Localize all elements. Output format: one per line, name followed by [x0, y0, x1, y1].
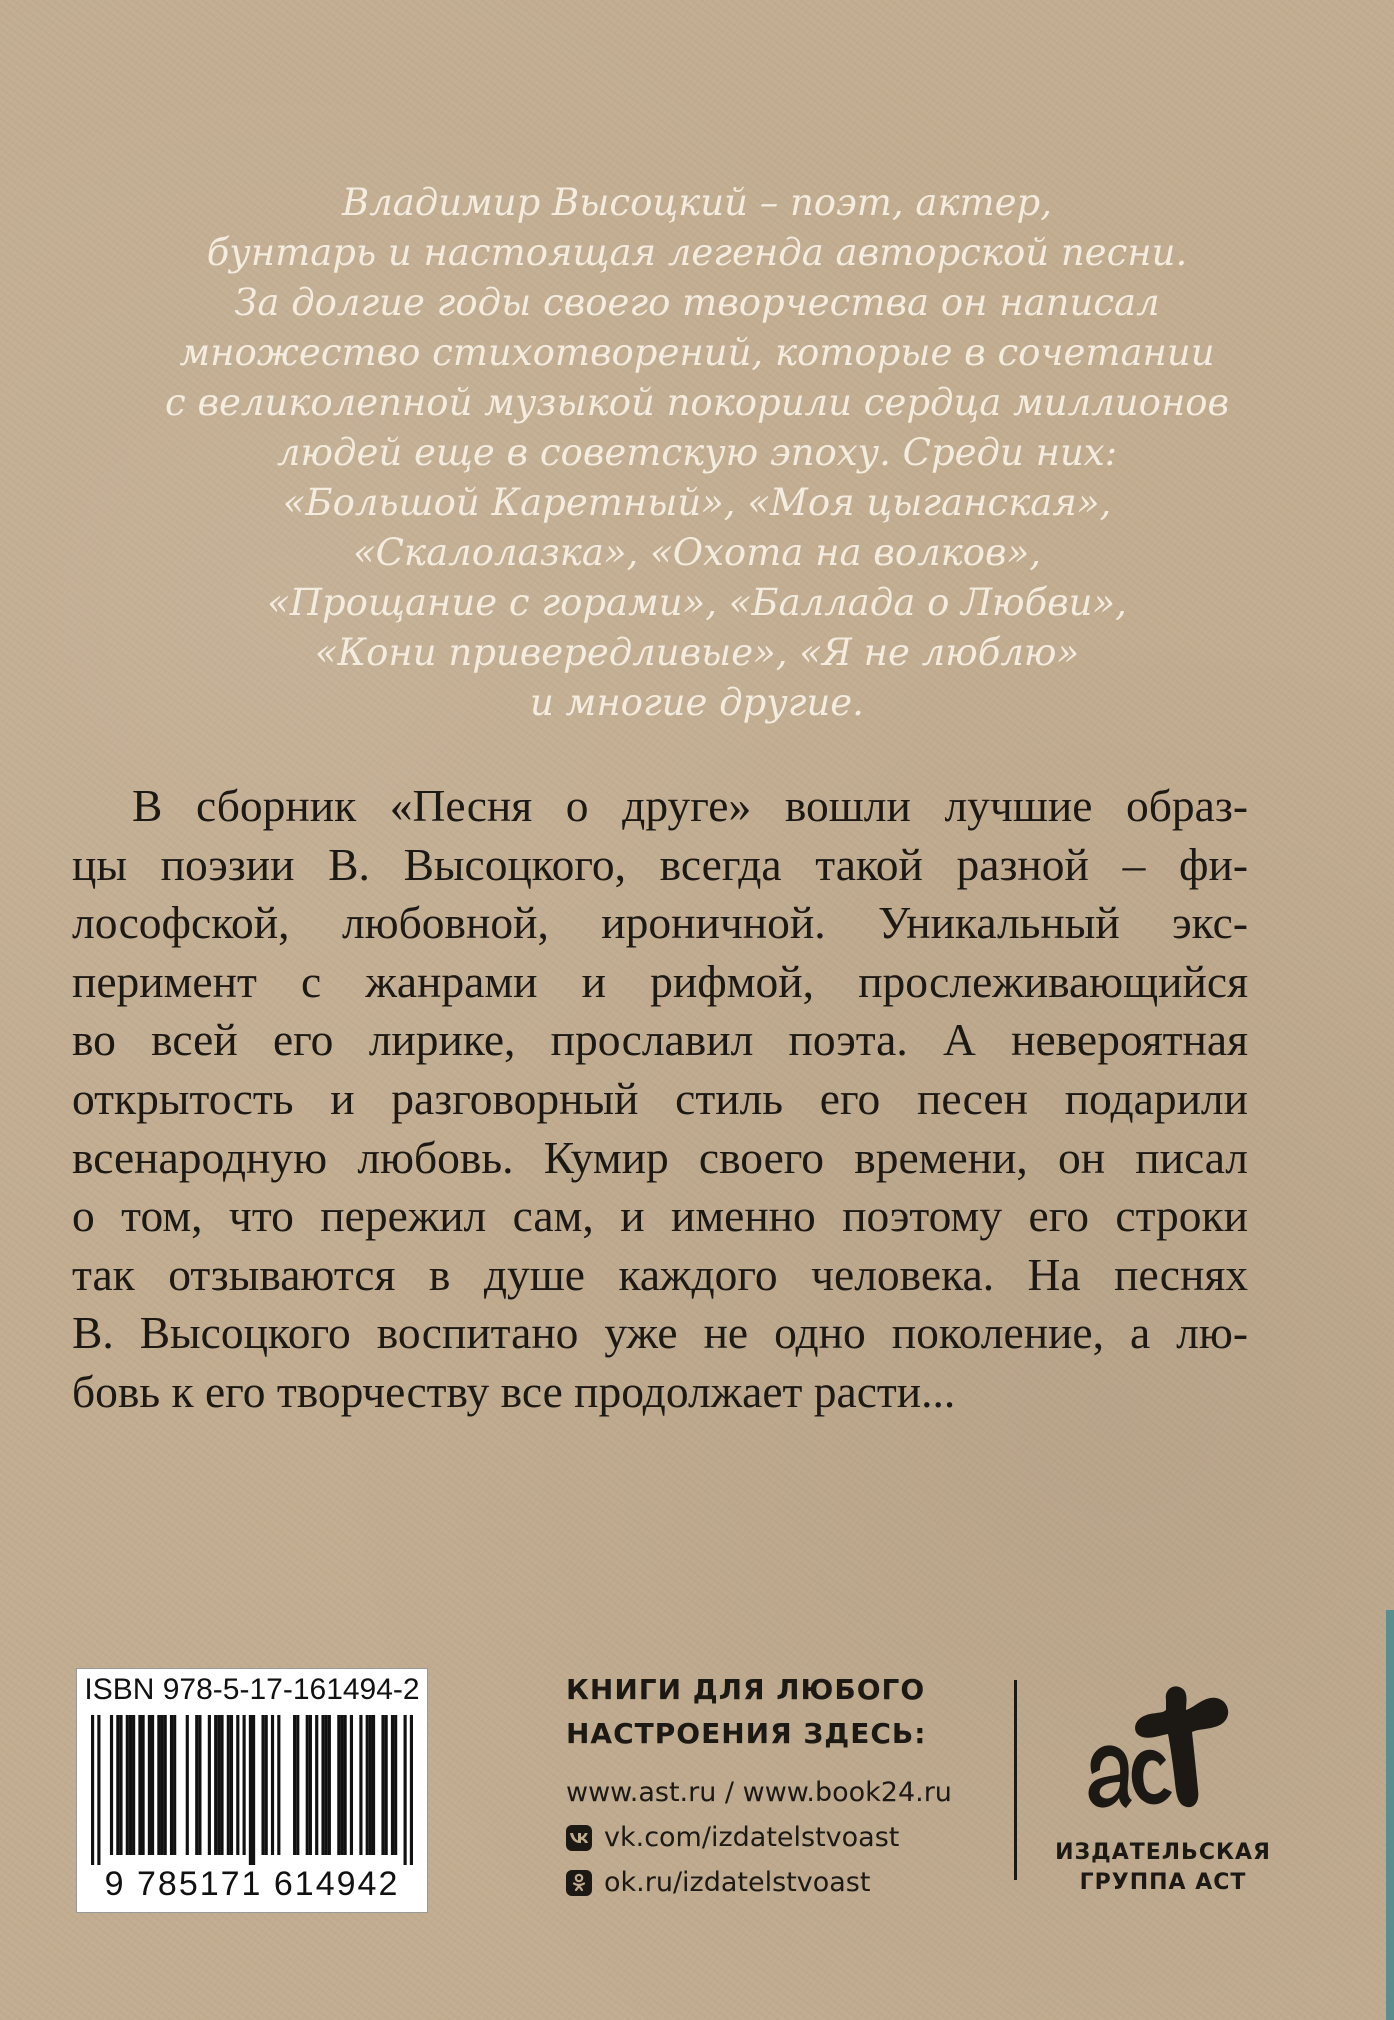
intro-line: множество стихотворений, которые в сочетании [179, 331, 1215, 374]
vk-link[interactable] [566, 1815, 1006, 1860]
barcode-bar [296, 1715, 299, 1855]
barcode-bar [410, 1715, 413, 1865]
intro-line: с великолепной музыкой покорили сердца миллионов [164, 381, 1230, 424]
body-line: бовь к его творчеству все продолжает расти... [72, 1365, 956, 1417]
barcode-bar [366, 1715, 369, 1855]
body-line: всенародную любовь. Кумир своего времени, он писал [72, 1131, 1248, 1183]
barcode-bars [91, 1715, 413, 1865]
body-line: цы поэзии В. Высоцкого, всегда такой разной – фи- [72, 838, 1248, 890]
barcode-bar [170, 1715, 173, 1855]
barcode [76, 1668, 428, 1913]
barcode-bar [328, 1715, 331, 1855]
barcode-bar [198, 1715, 201, 1855]
barcode-bar [217, 1715, 220, 1855]
body-line: во всей его лирике, прославил поэта. А невероятная [72, 1014, 1248, 1066]
barcode-bar [369, 1715, 372, 1855]
body-line: лософской, любовной, ироничной. Уникальный экс- [72, 897, 1248, 949]
intro-paragraph [130, 178, 1264, 728]
barcode-bar [230, 1715, 233, 1855]
divider-line [1014, 1680, 1017, 1880]
vk-text: vk.com/izdatelstvoast [604, 1822, 900, 1853]
description-paragraph [72, 777, 1248, 1422]
barcode-bar [309, 1715, 312, 1855]
barcode-bar [277, 1715, 280, 1855]
barcode-bar [271, 1715, 274, 1855]
websites-link[interactable] [566, 1770, 1006, 1815]
barcode-bar [340, 1715, 343, 1855]
barcode-bar [138, 1715, 141, 1855]
publisher-links [566, 1770, 1006, 1905]
barcode-bar [243, 1715, 246, 1855]
barcode-bar [195, 1715, 198, 1855]
intro-line: «Скалолазка», «Охота на волков», [353, 531, 1041, 574]
intro-line: бунтарь и настоящая легенда авторской песни. [206, 231, 1188, 274]
body-line: В сборник «Песня о друге» вошли лучшие образ- [132, 780, 1248, 831]
barcode-bar [265, 1715, 268, 1855]
barcode-bar [173, 1715, 176, 1855]
logo-caption-line: ГРУППА АСТ [1079, 1870, 1247, 1895]
isbn-text: ISBN 978-5-17-161494-2 [84, 1673, 420, 1706]
barcode-bar [132, 1715, 135, 1855]
vk-icon [566, 1825, 592, 1851]
barcode-bar [160, 1715, 163, 1855]
accent-strip [1386, 1610, 1394, 2020]
body-line: о том, что пережил сам, и именно поэтому его строки [72, 1190, 1248, 1242]
barcode-bar [208, 1715, 211, 1855]
barcode-bar [186, 1715, 189, 1855]
intro-line: Владимир Высоцкий – поэт, актер, [342, 181, 1052, 224]
barcode-bar [261, 1715, 264, 1855]
intro-line: «Прощание с горами», «Баллада о Любви», [267, 581, 1127, 624]
barcode-bar [394, 1715, 397, 1855]
barcode-bar [151, 1715, 154, 1855]
barcode-bar [220, 1715, 223, 1855]
barcode-bar [126, 1715, 129, 1855]
barcode-bar [91, 1715, 94, 1865]
barcode-bar [110, 1715, 113, 1855]
barcode-bar [385, 1715, 388, 1855]
body-line: перимент с жанрами и рифмой, прослеживающийся [72, 955, 1248, 1007]
barcode-bar [236, 1715, 239, 1855]
body-line: так отзываются в душе каждого человека. На песнях [72, 1248, 1248, 1300]
barcode-bar [142, 1715, 145, 1855]
body-line: В. Высоцкого воспитано уже не одно поколение, а лю- [72, 1307, 1248, 1359]
barcode-bar [321, 1715, 324, 1855]
body-line: открытость и разговорный стиль его песен подарили [72, 1072, 1248, 1124]
barcode-bar [315, 1715, 318, 1855]
intro-line: «Большой Каретный», «Моя цыганская», [282, 481, 1112, 524]
barcode-bar [116, 1715, 119, 1855]
barcode-bar [129, 1715, 132, 1855]
barcode-bar [381, 1715, 384, 1855]
barcode-bar [404, 1715, 407, 1865]
barcode-bar [157, 1715, 160, 1855]
barcode-bar [350, 1715, 353, 1855]
barcode-bar [148, 1715, 151, 1855]
publisher-heading-line: НАСТРОЕНИЯ ЗДЕСЬ: [566, 1717, 927, 1750]
barcode-bar [97, 1715, 100, 1865]
publisher-heading-line: КНИГИ ДЛЯ ЛЮБОГО [566, 1673, 926, 1706]
logo-caption [1038, 1838, 1288, 1898]
barcode-bar [164, 1715, 167, 1855]
barcode-bar [391, 1715, 394, 1855]
ok-icon [566, 1870, 592, 1896]
barcode-bar [119, 1715, 122, 1855]
publisher-heading [566, 1668, 1006, 1756]
intro-line: и многие другие. [530, 681, 864, 724]
barcode-bar [372, 1715, 375, 1855]
barcode-bar [359, 1715, 362, 1855]
barcode-bar [252, 1715, 255, 1865]
ok-text: ok.ru/izdatelstvoast [604, 1867, 871, 1898]
barcode-bar [344, 1715, 347, 1855]
intro-line: людей еще в советскую эпоху. Среди них: [276, 431, 1118, 474]
ok-link[interactable] [566, 1860, 1006, 1905]
barcode-bar [214, 1715, 217, 1855]
logo-caption-line: ИЗДАТЕЛЬСКАЯ [1055, 1840, 1271, 1865]
intro-line: За долгие годы своего творчества он написал [234, 281, 1160, 324]
barcode-bar [337, 1715, 340, 1855]
barcode-bar [306, 1715, 309, 1855]
publisher-info [566, 1668, 1006, 1905]
barcode-bar [227, 1715, 230, 1855]
barcode-bar [325, 1715, 328, 1855]
websites-text: www.ast.ru / www.book24.ru [566, 1777, 952, 1808]
barcode-digits: 9 785171 614942 [104, 1865, 400, 1903]
barcode-bar [249, 1715, 252, 1865]
barcode-bar [293, 1715, 296, 1855]
intro-line: «Кони привередливые», «Я не люблю» [314, 631, 1080, 674]
